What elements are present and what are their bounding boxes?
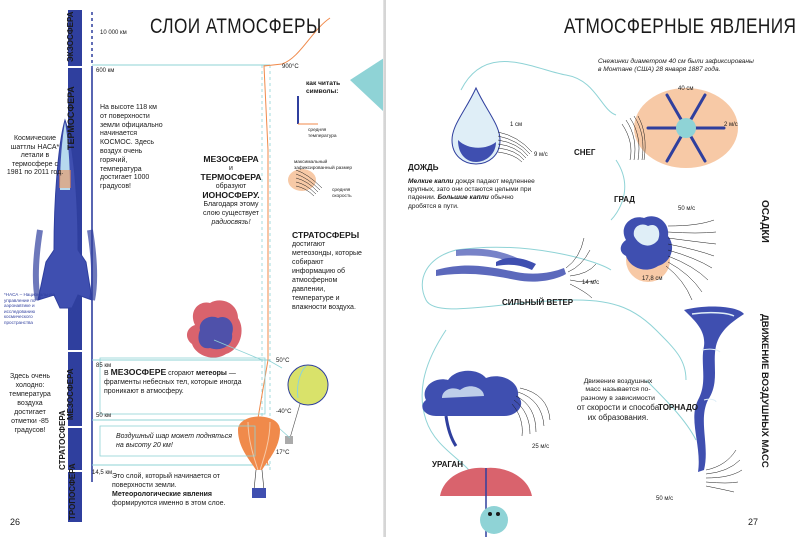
rain-text: Мелкие капли дождя падают медленнее крупных, зато они остаются целыми при падении. Большие капли обычно дробятся в пути. xyxy=(408,178,535,210)
temp-minus-40: -40°C xyxy=(276,409,292,415)
label-troposphere: ТРОПОСФЕРА xyxy=(68,463,77,520)
label-thermosphere: ТЕРМОСФЕРА xyxy=(66,86,76,150)
label-stratosphere: СТРАТОСФЕРА xyxy=(58,410,67,470)
troposphere-text: Это слой, который начинается от поверхности земли. Метеорологические явления формируются именно в этом слое. xyxy=(112,473,226,507)
shuttle-text: Космические шаттлы НАСА* летали в термосфере с 1981 по 2011 год. xyxy=(6,135,64,177)
air-movement-text: Движение воздушных масс называется по-разному в зависимости от скорости и способа их образования. xyxy=(576,378,660,422)
karman-text: На высоте 118 км от поверхности земли официально начинается КОСМОС. Здесь воздух очень горячий, температура достигает 1000 градусов! xyxy=(100,104,163,191)
altitude-50: 50 км xyxy=(96,413,112,419)
altitude-10000: 10 000 км xyxy=(100,30,127,36)
phenomena-diagram xyxy=(386,0,770,537)
hail-label: ГРАД xyxy=(614,195,635,204)
left-page xyxy=(0,0,384,537)
rain-speed-lines xyxy=(498,132,532,162)
hurricane-label: УРАГАН xyxy=(432,460,463,469)
meteors-text: В МЕЗОСФЕРЕ сгорают метеоры — фрагменты небесных тел, которые иногда проникают в атмосферу. xyxy=(104,367,242,395)
temp-900: 900°C xyxy=(282,64,299,70)
temp-50: 50°C xyxy=(276,358,290,364)
label-exosphere: ЭКЗОСФЕРА xyxy=(66,11,75,62)
snow-speed: 2 м/с xyxy=(724,122,738,128)
ionosphere-text: МЕЗОСФЕРА и ТЕРМОСФЕРА образуют ИОНОСФЕРУ. Благодаря этому слою существует радиосвязь! xyxy=(200,154,262,226)
cold-text: Здесь очень холодно: температура воздуха достигает отметки -85 градусов! xyxy=(9,373,51,434)
altitude-85: 85 км xyxy=(96,363,112,369)
temp-17: 17°C xyxy=(276,450,290,456)
legend-avg-temp: средняя температура xyxy=(308,128,337,139)
air-movement-label: ДВИЖЕНИЕ ВОЗДУШНЫХ МАСС xyxy=(759,314,770,468)
balloon-text: Воздушный шар может подняться на высоту 20 км! xyxy=(116,433,233,449)
snow-note: Снежинки диаметром 40 см были зафиксированы в Монтане (США) 28 января 1887 года. xyxy=(598,58,754,74)
hurricane-cloud-illustration xyxy=(422,371,521,446)
wind-label: СИЛЬНЫЙ ВЕТЕР xyxy=(502,298,574,307)
right-page xyxy=(386,0,796,537)
rain-label: ДОЖДЬ xyxy=(408,163,439,172)
legend-max-size: максимальный зафиксированный размер xyxy=(294,160,353,171)
tornado-speed: 50 м/с xyxy=(656,496,674,502)
raindrop-illustration xyxy=(452,88,500,164)
page-number-right: 27 xyxy=(747,517,758,527)
page-title-left: СЛОИ АТМОСФЕРЫ xyxy=(150,15,322,38)
wind-illustration xyxy=(436,249,566,282)
tornado-speed-lines xyxy=(706,450,742,492)
tornado-label: ТОРНАДО xyxy=(658,403,699,412)
page-number-left: 26 xyxy=(10,517,21,527)
wind-speed-lines xyxy=(566,238,596,298)
legend-title: как читать символы: xyxy=(306,80,341,95)
legend-avg-speed: средняя скорость xyxy=(332,188,352,199)
label-mesosphere: МЕЗОСФЕРА xyxy=(66,368,75,420)
umbrella-illustration xyxy=(440,468,532,537)
rain-speed: 9 м/с xyxy=(534,152,548,158)
tornado-illustration xyxy=(684,307,744,472)
hail-speed: 50 м/с xyxy=(678,206,696,212)
hail-speed-lines xyxy=(666,220,716,300)
nasa-footnote: *НАСА – Национальное управление по аэронавтике и исследованию космического пространства xyxy=(4,292,55,325)
meteor-illustration xyxy=(187,300,262,360)
hurricane-speed: 25 м/с xyxy=(532,444,550,450)
wind-speed: 14 м/с xyxy=(582,280,600,286)
altitude-14: 14,5 км xyxy=(92,470,113,476)
snow-size: 40 см xyxy=(678,86,694,92)
precipitation-label: ОСАДКИ xyxy=(759,200,770,243)
legend-triangle xyxy=(350,58,384,112)
hail-size: 17,8 см xyxy=(642,276,663,282)
snow-label: СНЕГ xyxy=(574,148,596,157)
rain-size: 1 см xyxy=(510,122,523,128)
stratosphere-text: СТРАТОСФЕРЫ достигают метеозонды, которые собирают информацию об атмосферном давлении, температуре и влажности воздуха. xyxy=(292,230,362,311)
page-title-right: АТМОСФЕРНЫЕ ЯВЛЕНИЯ xyxy=(564,15,796,38)
altitude-600: 600 км xyxy=(96,68,115,74)
